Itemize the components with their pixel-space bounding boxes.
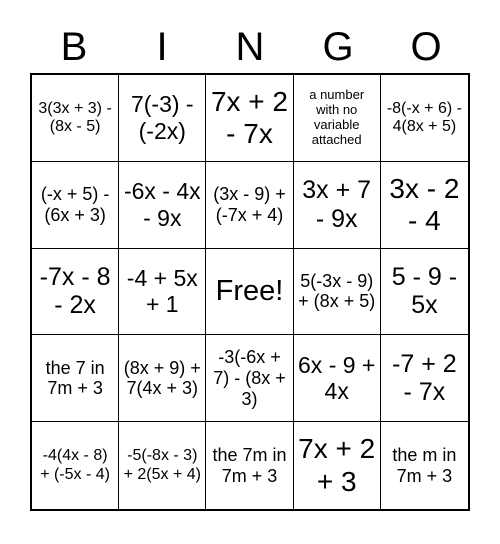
- bingo-cell[interactable]: the 7m in 7m + 3: [206, 422, 293, 509]
- bingo-card-grid: [30, 73, 470, 511]
- bingo-cell[interactable]: 3(3x + 3) - (8x - 5): [32, 75, 119, 162]
- bingo-cell[interactable]: -7x - 8 - 2x: [32, 249, 119, 336]
- bingo-cell[interactable]: the m in 7m + 3: [392, 444, 457, 486]
- header-letter-b: B: [60, 25, 88, 69]
- header-letter-i: I: [156, 25, 168, 69]
- bingo-cell[interactable]: -6x - 4x - 9x: [119, 162, 206, 249]
- free-space-cell[interactable]: Free!: [206, 249, 293, 336]
- header-letter-g: G: [322, 25, 354, 69]
- bingo-cell[interactable]: 3x + 7 - 9x: [294, 162, 381, 249]
- bingo-cell[interactable]: -3(-6x + 7) - (8x + 3): [206, 335, 293, 422]
- bingo-cell[interactable]: -4(4x - 8) + (-5x - 4): [32, 422, 119, 509]
- bingo-cell[interactable]: 3x - 2 - 4: [381, 162, 468, 249]
- bingo-cell[interactable]: 7x + 2 + 3: [294, 422, 381, 509]
- bingo-cell[interactable]: -4 + 5x + 1: [119, 249, 206, 336]
- bingo-cell[interactable]: the 7 in 7m + 3: [32, 335, 119, 422]
- bingo-cell[interactable]: a number with no variable attached: [294, 75, 381, 162]
- bingo-cell[interactable]: -7 + 2 - 7x: [381, 335, 468, 422]
- bingo-header: [30, 22, 470, 72]
- bingo-cell[interactable]: (-x + 5) - (6x + 3): [32, 162, 119, 249]
- bingo-cell[interactable]: -8(-x + 6) - 4(8x + 5): [381, 75, 468, 162]
- header-letter-o: O: [410, 25, 442, 69]
- bingo-cell[interactable]: (8x + 9) + 7(4x + 3): [119, 335, 206, 422]
- bingo-cell[interactable]: 6x - 9 + 4x: [294, 335, 381, 422]
- header-letter-n: N: [235, 25, 265, 69]
- bingo-cell[interactable]: -5(-8x - 3) + 2(5x + 4): [119, 422, 206, 509]
- bingo-cell[interactable]: 7(-3) - (-2x): [119, 75, 206, 162]
- bingo-cell[interactable]: (3x - 9) + (-7x + 4): [206, 162, 293, 249]
- bingo-cell[interactable]: 7x + 2 - 7x: [206, 75, 293, 162]
- bingo-cell[interactable]: 5 - 9 - 5x: [381, 249, 468, 336]
- bingo-cell[interactable]: 5(-3x - 9) + (8x + 5): [294, 249, 381, 336]
